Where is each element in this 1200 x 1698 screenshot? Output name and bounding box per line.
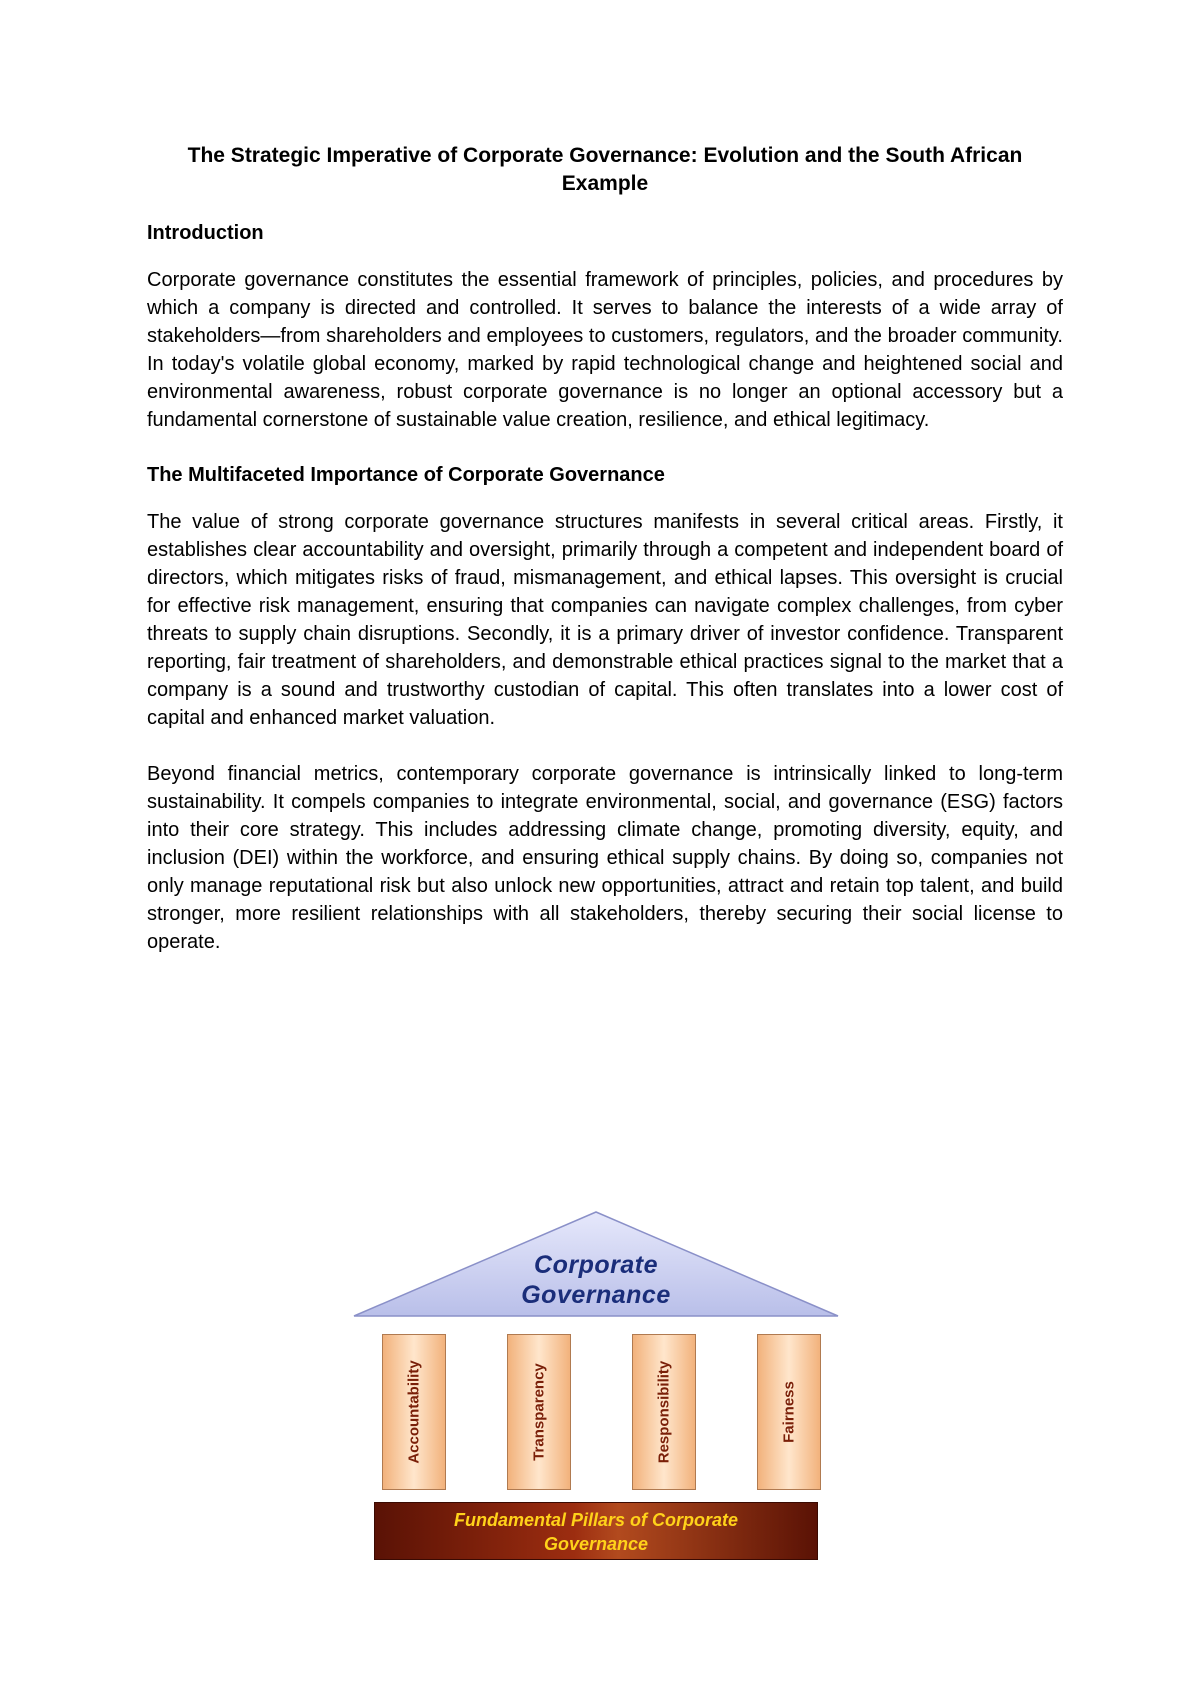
foundation-block bbox=[374, 1502, 818, 1560]
governance-pillars-diagram bbox=[352, 1210, 840, 1570]
document-page bbox=[147, 142, 1063, 984]
roof-label bbox=[352, 1250, 840, 1310]
pillar-fairness bbox=[757, 1334, 821, 1490]
pillar-label: Transparency bbox=[530, 1363, 548, 1461]
pillar-accountability bbox=[382, 1334, 446, 1490]
importance-paragraph-2: Beyond financial metrics, contemporary corporate governance is intrinsically linked to long-term sustainability. It compels companies to integrate environmental, social, and governance (ESG) factors into their core strategy. This includes addressing climate change, promoting diversity, equity, and inclusion (DEI) within the workforce, and ensuring ethical supply chains. By doing so, companies not only manage reputational risk but also unlock new opportunities, attract and retain top talent, and build stronger, more resilient relationships with all stakeholders, thereby securing their social license to operate. bbox=[147, 763, 1063, 953]
pillar-transparency bbox=[507, 1334, 571, 1490]
section-heading-introduction: Introduction bbox=[147, 222, 264, 244]
introduction-paragraph: Corporate governance constitutes the essential framework of principles, policies, and procedures by which a company is directed and controlled. It serves to balance the interests of a wide array of stakeholders—from shareholders and employees to customers, regulators, and the broader community. In today's volatile global economy, marked by rapid technological change and heightened social and environmental awareness, robust corporate governance is no longer an optional accessory but a fundamental cornerstone of sustainable value creation, resilience, and ethical legitimacy. bbox=[147, 269, 1063, 431]
section-heading-importance: The Multifaceted Importance of Corporate Governance bbox=[147, 464, 665, 486]
pillar-label: Responsibility bbox=[655, 1360, 673, 1464]
foundation-label-line-2: Governance bbox=[543, 1534, 649, 1554]
roof-label-line-2: Governance bbox=[521, 1281, 671, 1309]
roof-label-line-1: Corporate bbox=[534, 1251, 658, 1279]
pillar-responsibility bbox=[632, 1334, 696, 1490]
pillar-label: Accountability bbox=[405, 1360, 423, 1464]
foundation-label bbox=[375, 1508, 817, 1556]
importance-paragraph-1: The value of strong corporate governance structures manifests in several critical areas. Firstly, it establishes clear accountability and oversight, primarily through a competent and independent board of directors, which mitigates risks of fraud, mismanagement, and ethical lapses. This oversight is crucial for effective risk management, ensuring that companies can navigate complex challenges, from cyber threats to supply chain disruptions. Secondly, it is a primary driver of investor confidence. Transparent reporting, fair treatment of shareholders, and demonstrable ethical practices signal to the market that a company is a sound and trustworthy custodian of capital. This often translates into a lower cost of capital and enhanced market valuation. bbox=[147, 511, 1063, 729]
foundation-label-line-1: Fundamental Pillars of Corporate bbox=[453, 1510, 739, 1530]
pillar-label: Fairness bbox=[780, 1381, 798, 1443]
document-title: The Strategic Imperative of Corporate Governance: Evolution and the South African Example bbox=[187, 144, 1023, 195]
